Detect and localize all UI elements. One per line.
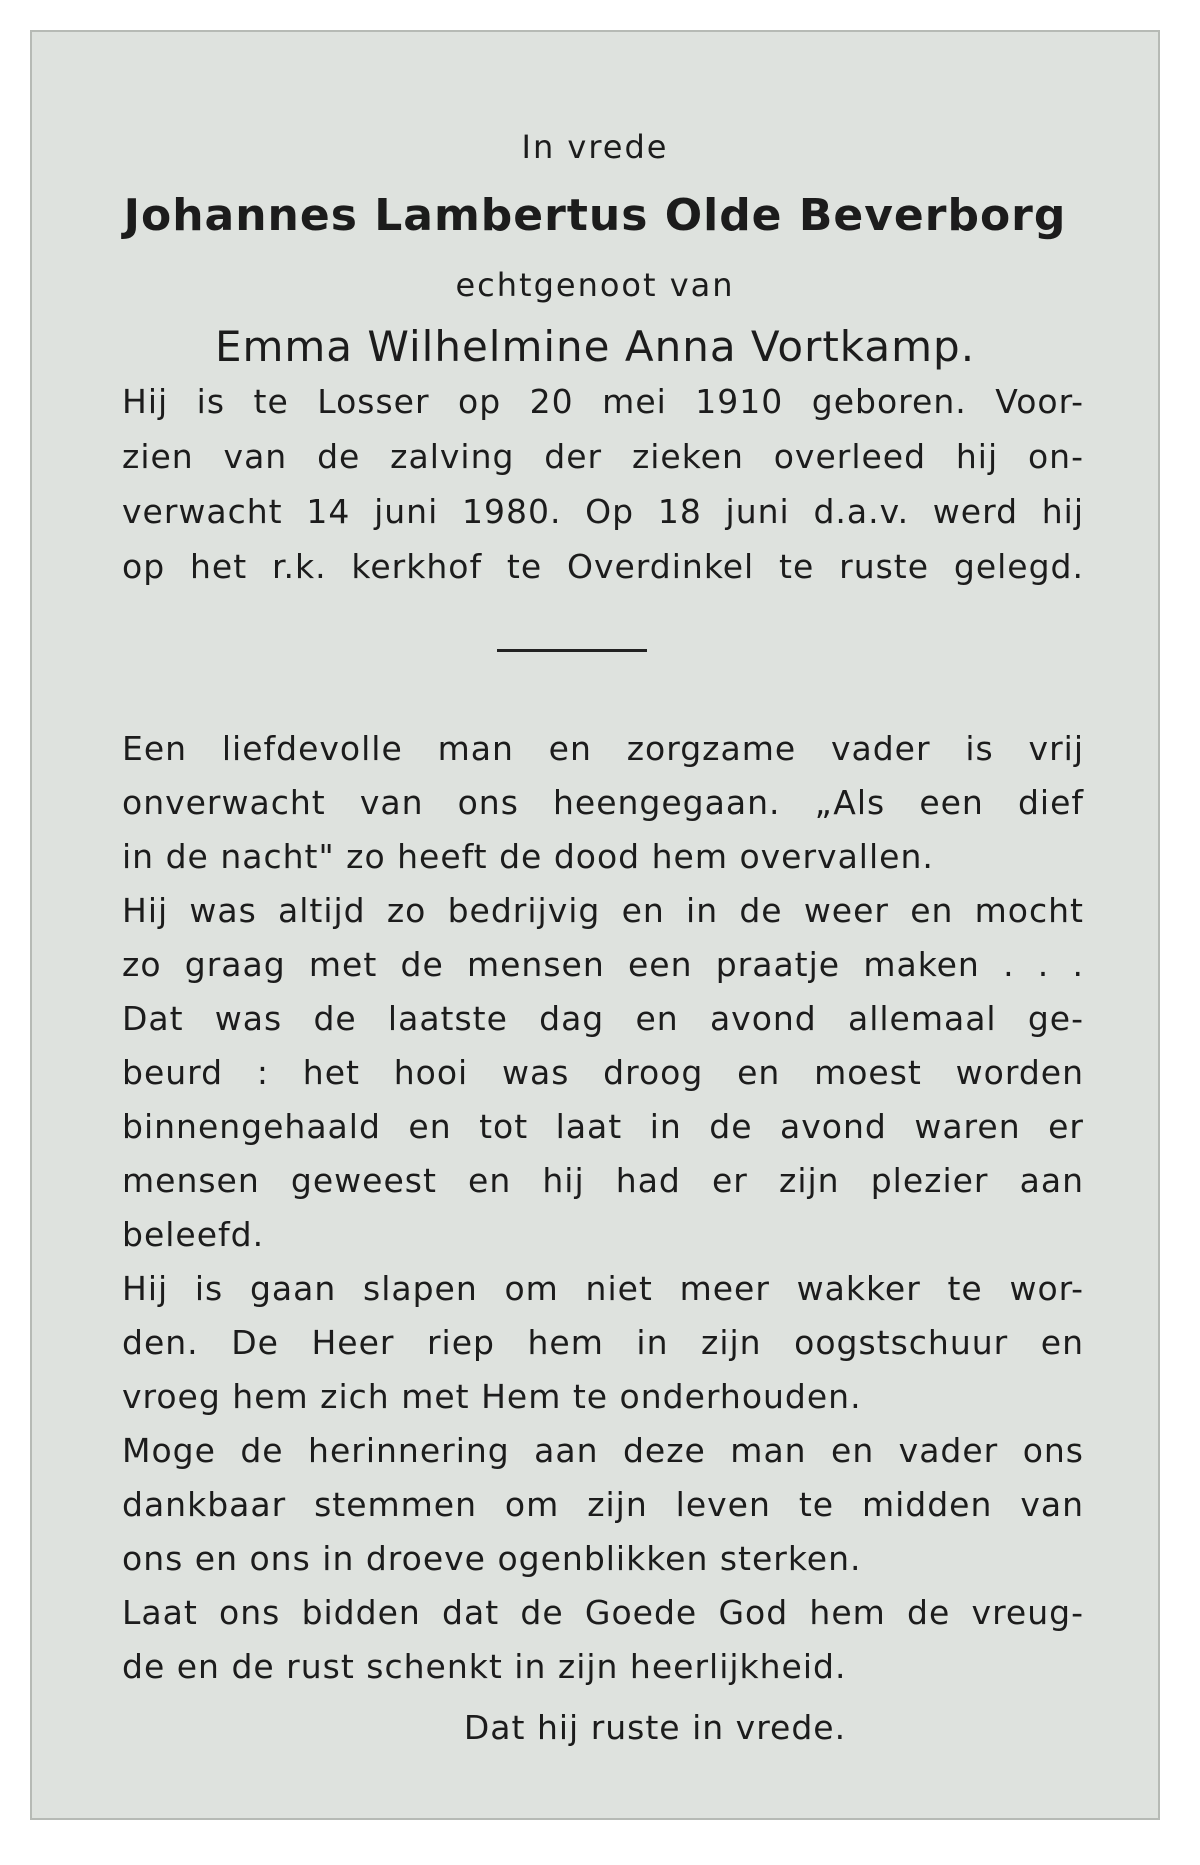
bio-line: zien van de zalving der zieken overleed hij on- xyxy=(122,437,1084,476)
bio-line: op het r.k. kerkhof te Overdinkel te ruste gelegd. xyxy=(122,547,1084,586)
deceased-name: Johannes Lambertus Olde Beverborg xyxy=(123,190,1067,241)
body-line: den. De Heer riep hem in zijn oogstschuur en xyxy=(122,1323,1084,1362)
body-line: in de nacht" zo heeft de dood hem overvallen. xyxy=(122,837,934,876)
body-line: beleefd. xyxy=(122,1215,265,1254)
body-line: ons en ons in droeve ogenblikken sterken. xyxy=(122,1539,862,1578)
body-line: Hij was altijd zo bedrijvig en in de weer en mocht xyxy=(122,891,1084,930)
body-line: dankbaar stemmen om zijn leven te midden van xyxy=(122,1485,1084,1524)
body-line: Moge de herinnering aan deze man en vader ons xyxy=(122,1431,1084,1470)
memorial-card xyxy=(30,30,1160,1820)
body-line: Dat was de laatste dag en avond allemaal ge- xyxy=(122,999,1084,1038)
relation-text: echtgenoot van xyxy=(455,266,735,304)
body-line: zo graag met de mensen een praatje maken . . . xyxy=(122,945,1084,984)
bio-line: Hij is te Losser op 20 mei 1910 geboren. Voor- xyxy=(122,382,1084,421)
body-line: beurd : het hooi was droog en moest worden xyxy=(122,1053,1084,1092)
body-line: vroeg hem zich met Hem te onderhouden. xyxy=(122,1377,862,1416)
body-line: de en de rust schenkt in zijn heerlijkheid. xyxy=(122,1647,847,1686)
body-line: Laat ons bidden dat de Goede God hem de vreug- xyxy=(122,1593,1084,1632)
body-line: Hij is gaan slapen om niet meer wakker te wor- xyxy=(122,1269,1084,1308)
body-line: binnengehaald en tot laat in de avond waren er xyxy=(122,1107,1084,1146)
intro-text: In vrede xyxy=(521,128,669,166)
closing-line: Dat hij ruste in vrede. xyxy=(463,1708,847,1747)
body-line: Een liefdevolle man en zorgzame vader is vrij xyxy=(122,729,1084,768)
bio-line: verwacht 14 juni 1980. Op 18 juni d.a.v. werd hij xyxy=(122,492,1084,531)
body-line: mensen geweest en hij had er zijn plezier aan xyxy=(122,1161,1084,1200)
spouse-name: Emma Wilhelmine Anna Vortkamp. xyxy=(214,322,976,371)
divider-rule xyxy=(497,649,647,652)
body-line: onverwacht van ons heengegaan. „Als een dief xyxy=(122,783,1084,822)
